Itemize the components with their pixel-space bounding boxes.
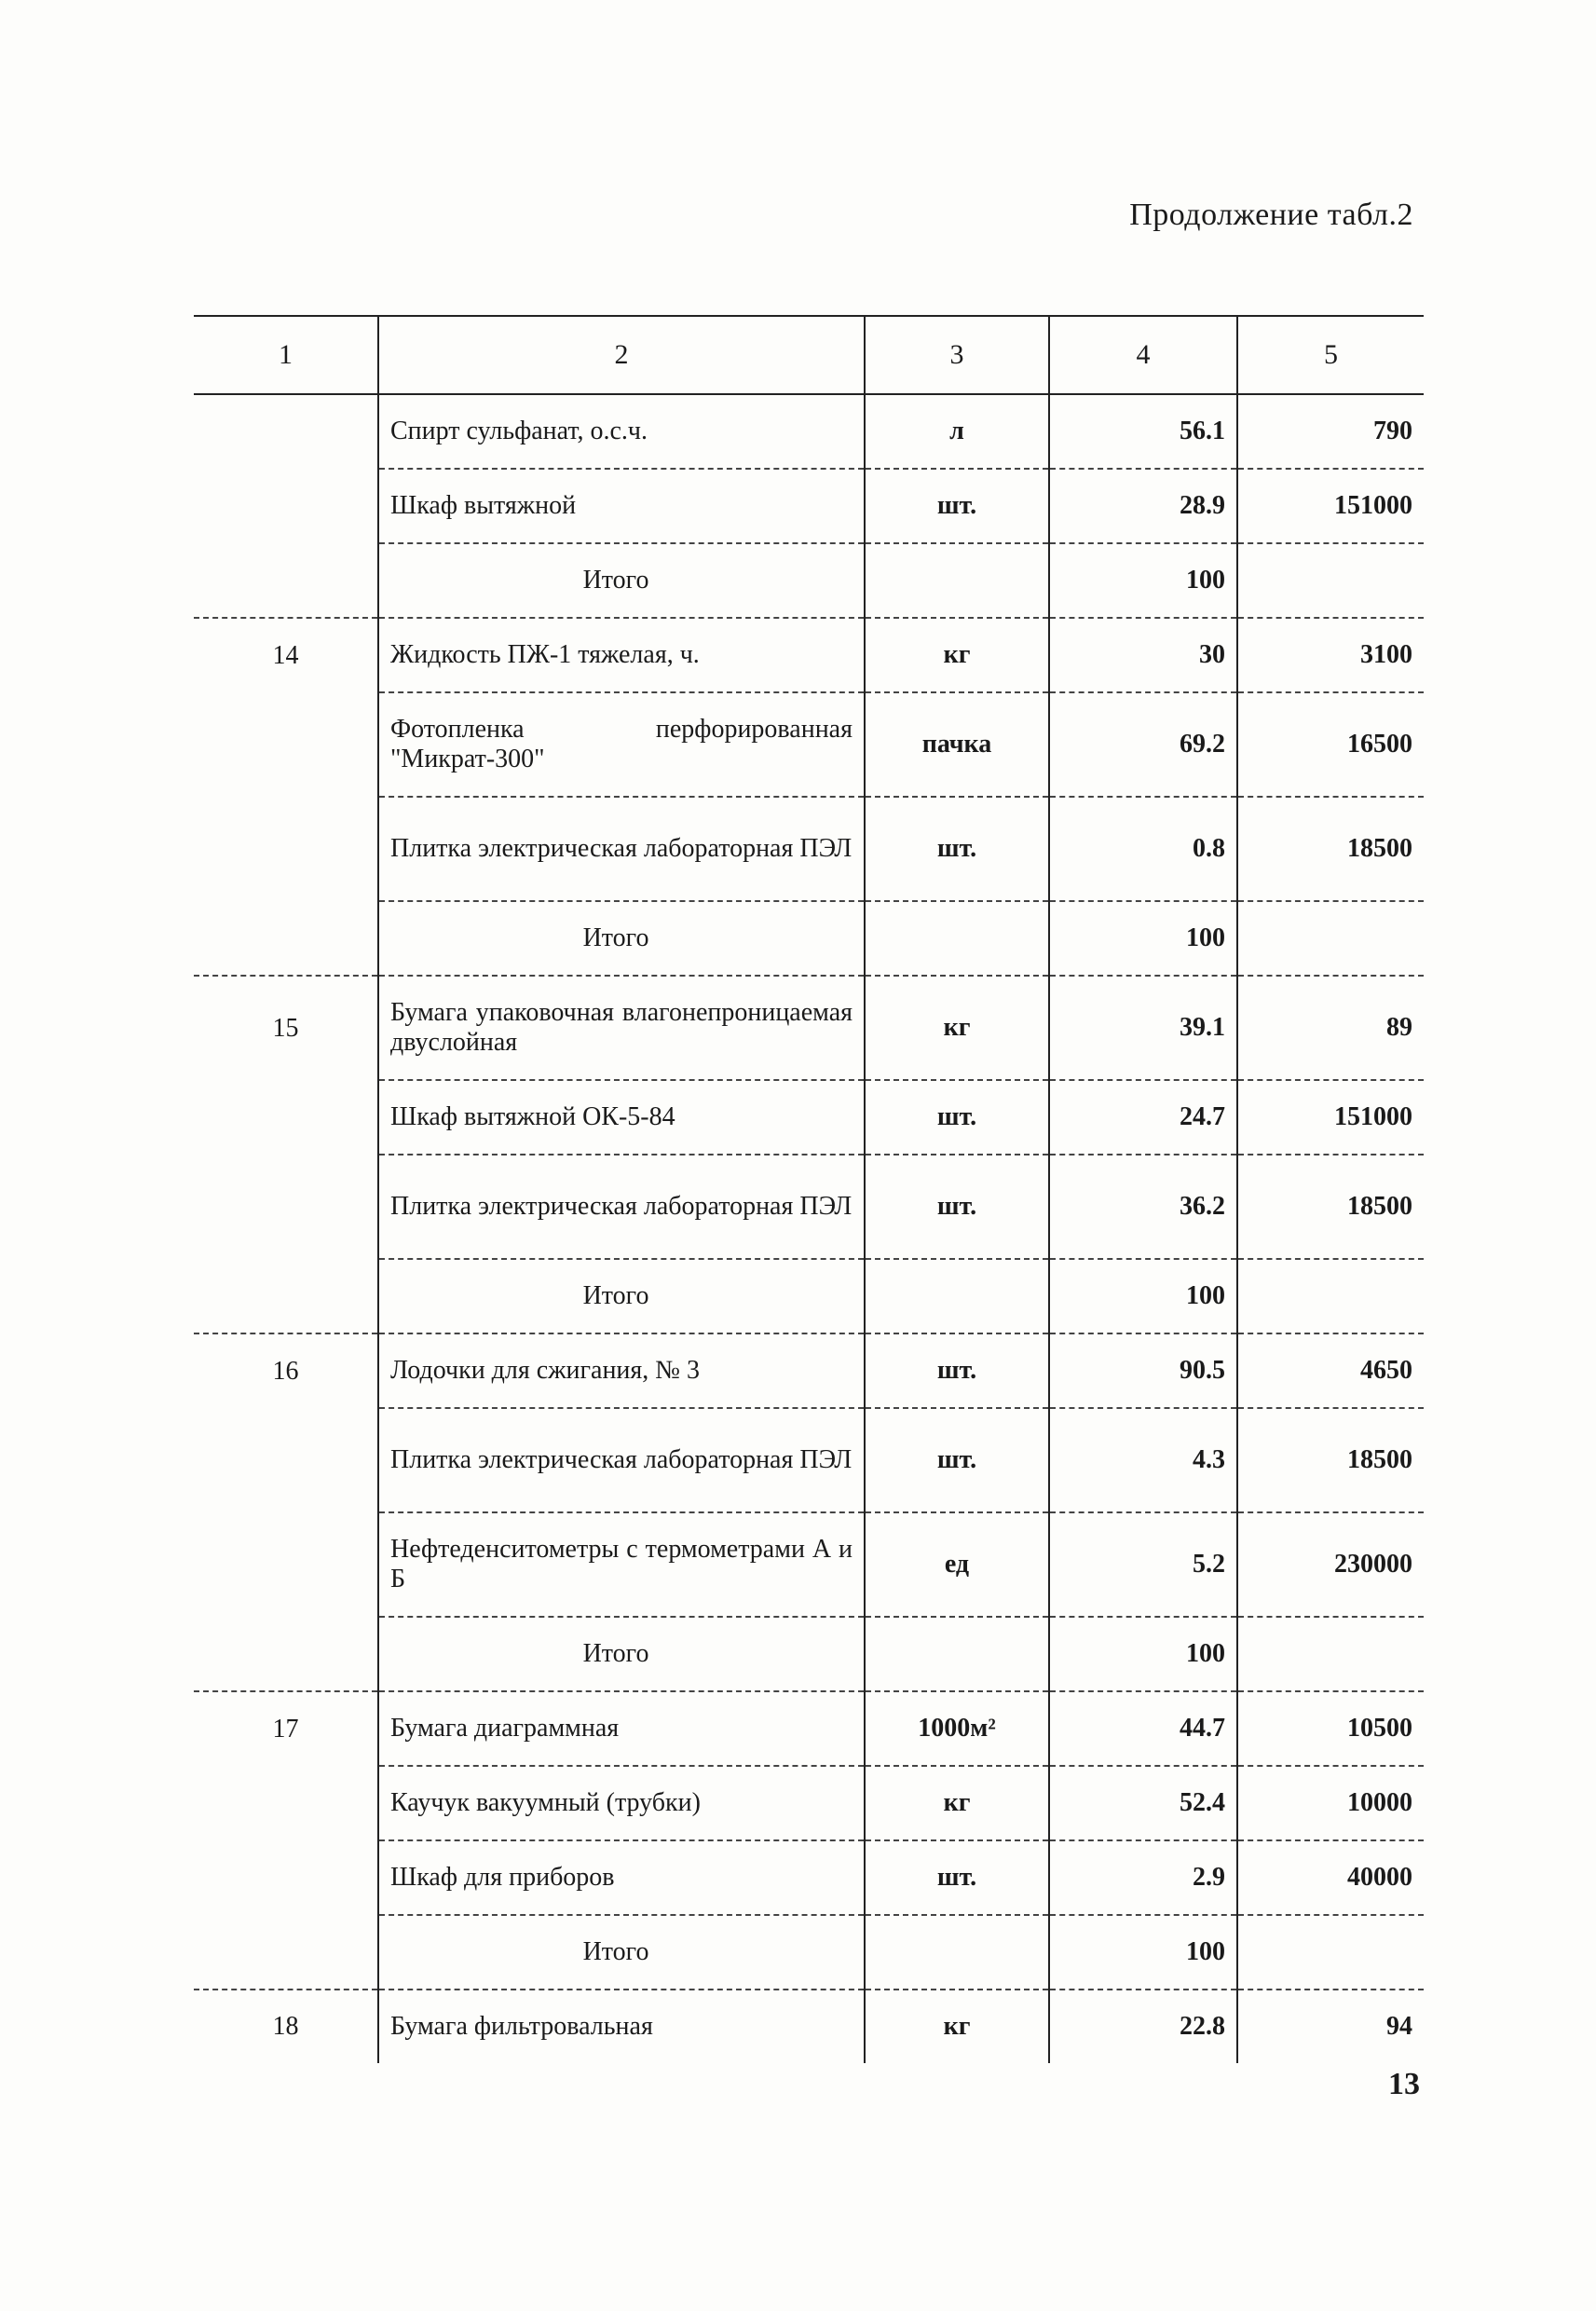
item-name-cell: Спирт сульфанат, о.с.ч. bbox=[378, 394, 865, 469]
item-name-cell: Жидкость ПЖ-1 тяжелая, ч. bbox=[378, 618, 865, 692]
price-cell: 10000 bbox=[1237, 1766, 1424, 1840]
row-number-cell bbox=[194, 1512, 378, 1617]
price-cell: 3100 bbox=[1237, 618, 1424, 692]
item-name-cell: Плитка электрическая лабораторная ПЭЛ bbox=[378, 1155, 865, 1259]
percent-cell: 28.9 bbox=[1049, 469, 1237, 543]
column-header: 3 bbox=[865, 316, 1049, 394]
table-total-row bbox=[194, 543, 1424, 618]
unit-cell: л bbox=[865, 394, 1049, 469]
table-row bbox=[194, 1990, 1424, 2063]
price-cell bbox=[1237, 1617, 1424, 1691]
unit-cell: кг bbox=[865, 1766, 1049, 1840]
table-row bbox=[194, 1691, 1424, 1766]
table-row bbox=[194, 1766, 1424, 1840]
table-row bbox=[194, 1408, 1424, 1512]
unit-cell: кг bbox=[865, 1990, 1049, 2063]
unit-cell: шт. bbox=[865, 1155, 1049, 1259]
percent-cell: 4.3 bbox=[1049, 1408, 1237, 1512]
price-cell: 151000 bbox=[1237, 469, 1424, 543]
percent-cell: 5.2 bbox=[1049, 1512, 1237, 1617]
percent-cell: 2.9 bbox=[1049, 1840, 1237, 1915]
price-cell: 10500 bbox=[1237, 1691, 1424, 1766]
percent-cell: 100 bbox=[1049, 543, 1237, 618]
table-total-row bbox=[194, 1259, 1424, 1333]
unit-cell bbox=[865, 1617, 1049, 1691]
unit-cell bbox=[865, 1915, 1049, 1990]
row-number-cell bbox=[194, 1915, 378, 1990]
unit-cell: шт. bbox=[865, 1408, 1049, 1512]
table-row bbox=[194, 692, 1424, 797]
percent-cell: 100 bbox=[1049, 901, 1237, 976]
row-number-cell bbox=[194, 1155, 378, 1259]
table-row bbox=[194, 618, 1424, 692]
table-total-row bbox=[194, 901, 1424, 976]
total-label-cell: Итого bbox=[378, 901, 865, 976]
column-header: 2 bbox=[378, 316, 865, 394]
row-number-cell bbox=[194, 1617, 378, 1691]
unit-cell: кг bbox=[865, 618, 1049, 692]
percent-cell: 22.8 bbox=[1049, 1990, 1237, 2063]
item-name-cell: Бумага диаграммная bbox=[378, 1691, 865, 1766]
price-cell: 4650 bbox=[1237, 1333, 1424, 1408]
row-number-cell: 18 bbox=[194, 1990, 378, 2063]
item-name-cell: Плитка электрическая лабораторная ПЭЛ bbox=[378, 1408, 865, 1512]
percent-cell: 30 bbox=[1049, 618, 1237, 692]
item-name-cell: Бумага упаковочная влагонепроницаемая двуслойная bbox=[378, 976, 865, 1080]
unit-cell: шт. bbox=[865, 1333, 1049, 1408]
table-row bbox=[194, 1512, 1424, 1617]
row-number-cell bbox=[194, 469, 378, 543]
row-number-cell bbox=[194, 394, 378, 469]
row-number-cell bbox=[194, 1840, 378, 1915]
page-number: 13 bbox=[1388, 2067, 1420, 2101]
item-name-cell: Нефтеденситометры с термометрами А и Б bbox=[378, 1512, 865, 1617]
row-number-cell bbox=[194, 543, 378, 618]
total-label-cell: Итого bbox=[378, 1259, 865, 1333]
percent-cell: 24.7 bbox=[1049, 1080, 1237, 1155]
item-name-cell: Фотопленка перфорированная "Микрат-300" bbox=[378, 692, 865, 797]
unit-cell: кг bbox=[865, 976, 1049, 1080]
item-name-cell: Лодочки для сжигания, № 3 bbox=[378, 1333, 865, 1408]
percent-cell: 90.5 bbox=[1049, 1333, 1237, 1408]
row-number-cell: 14 bbox=[194, 618, 378, 692]
item-name-cell: Шкаф вытяжной ОК-5-84 bbox=[378, 1080, 865, 1155]
total-label-cell: Итого bbox=[378, 543, 865, 618]
unit-cell: 1000м² bbox=[865, 1691, 1049, 1766]
price-cell: 230000 bbox=[1237, 1512, 1424, 1617]
price-cell: 790 bbox=[1237, 394, 1424, 469]
price-cell: 16500 bbox=[1237, 692, 1424, 797]
percent-cell: 0.8 bbox=[1049, 797, 1237, 901]
table-caption: Продолжение табл.2 bbox=[1129, 198, 1413, 232]
table-row bbox=[194, 1840, 1424, 1915]
unit-cell: ед bbox=[865, 1512, 1049, 1617]
percent-cell: 52.4 bbox=[1049, 1766, 1237, 1840]
row-number-cell bbox=[194, 1259, 378, 1333]
percent-cell: 39.1 bbox=[1049, 976, 1237, 1080]
percent-cell: 69.2 bbox=[1049, 692, 1237, 797]
price-cell: 151000 bbox=[1237, 1080, 1424, 1155]
row-number-cell: 16 bbox=[194, 1333, 378, 1408]
unit-cell: шт. bbox=[865, 469, 1049, 543]
price-cell: 89 bbox=[1237, 976, 1424, 1080]
item-name-cell: Каучук вакуумный (трубки) bbox=[378, 1766, 865, 1840]
price-cell bbox=[1237, 901, 1424, 976]
table-row bbox=[194, 469, 1424, 543]
row-number-cell bbox=[194, 1408, 378, 1512]
price-cell: 18500 bbox=[1237, 1155, 1424, 1259]
table-row bbox=[194, 797, 1424, 901]
price-cell bbox=[1237, 543, 1424, 618]
price-cell: 18500 bbox=[1237, 1408, 1424, 1512]
unit-cell: шт. bbox=[865, 797, 1049, 901]
row-number-cell bbox=[194, 1080, 378, 1155]
price-cell: 18500 bbox=[1237, 797, 1424, 901]
item-name-cell: Шкаф для приборов bbox=[378, 1840, 865, 1915]
percent-cell: 100 bbox=[1049, 1915, 1237, 1990]
table-row bbox=[194, 976, 1424, 1080]
row-number-cell bbox=[194, 797, 378, 901]
table-row bbox=[194, 1155, 1424, 1259]
unit-cell: пачка bbox=[865, 692, 1049, 797]
total-label-cell: Итого bbox=[378, 1617, 865, 1691]
percent-cell: 56.1 bbox=[1049, 394, 1237, 469]
table-header-row bbox=[194, 316, 1424, 394]
column-header: 5 bbox=[1237, 316, 1424, 394]
materials-table bbox=[194, 315, 1424, 2063]
row-number-cell bbox=[194, 692, 378, 797]
price-cell bbox=[1237, 1259, 1424, 1333]
table-total-row bbox=[194, 1915, 1424, 1990]
item-name-cell: Бумага фильтровальная bbox=[378, 1990, 865, 2063]
total-label-cell: Итого bbox=[378, 1915, 865, 1990]
price-cell bbox=[1237, 1915, 1424, 1990]
unit-cell bbox=[865, 543, 1049, 618]
column-header: 1 bbox=[194, 316, 378, 394]
item-name-cell: Плитка электрическая лабораторная ПЭЛ bbox=[378, 797, 865, 901]
unit-cell: шт. bbox=[865, 1840, 1049, 1915]
price-cell: 94 bbox=[1237, 1990, 1424, 2063]
unit-cell: шт. bbox=[865, 1080, 1049, 1155]
price-cell: 40000 bbox=[1237, 1840, 1424, 1915]
table-row bbox=[194, 1333, 1424, 1408]
unit-cell bbox=[865, 901, 1049, 976]
table-body bbox=[194, 394, 1424, 2063]
unit-cell bbox=[865, 1259, 1049, 1333]
column-header: 4 bbox=[1049, 316, 1237, 394]
table-row bbox=[194, 394, 1424, 469]
table-total-row bbox=[194, 1617, 1424, 1691]
percent-cell: 100 bbox=[1049, 1617, 1237, 1691]
row-number-cell bbox=[194, 901, 378, 976]
table-row bbox=[194, 1080, 1424, 1155]
percent-cell: 44.7 bbox=[1049, 1691, 1237, 1766]
row-number-cell bbox=[194, 1766, 378, 1840]
item-name-cell: Шкаф вытяжной bbox=[378, 469, 865, 543]
row-number-cell: 17 bbox=[194, 1691, 378, 1766]
percent-cell: 36.2 bbox=[1049, 1155, 1237, 1259]
row-number-cell: 15 bbox=[194, 976, 378, 1080]
percent-cell: 100 bbox=[1049, 1259, 1237, 1333]
